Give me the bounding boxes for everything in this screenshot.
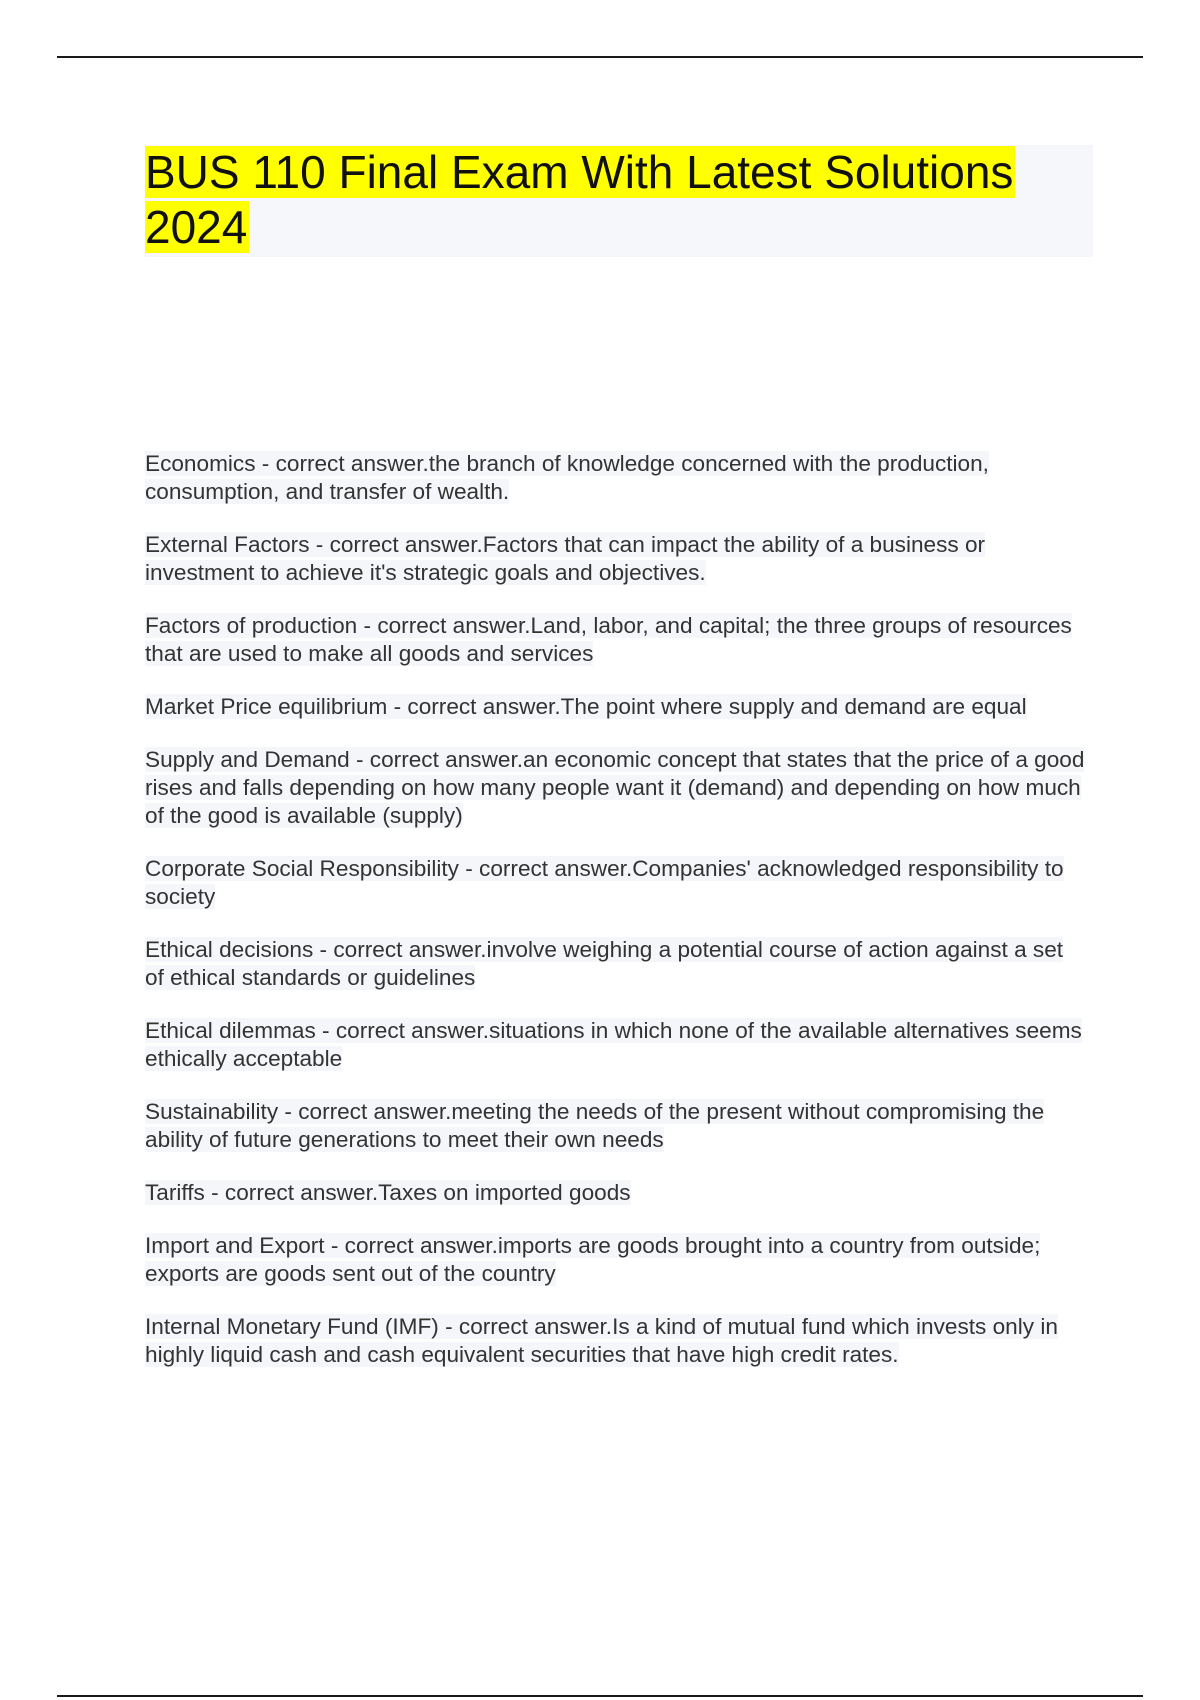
qa-text: Supply and Demand - correct answer.an economic concept that states that the price of a good rises and falls depending on how many people want it (demand) and depending on how much of the good is available (supply) [145,747,1085,828]
qa-text: Tariffs - correct answer.Taxes on imported goods [145,1180,631,1205]
qa-text: Sustainability - correct answer.meeting the needs of the present without compromising the ability of future generations to meet their own needs [145,1099,1045,1152]
qa-item-factors-of-production [145,612,1085,668]
qa-text: Market Price equilibrium - correct answer.The point where supply and demand are equal [145,694,1027,719]
qa-item-corporate-social-responsibility [145,855,1085,911]
top-rule [57,56,1143,58]
page-title [145,145,1093,255]
qa-item-economics [145,450,1085,506]
qa-text: Ethical decisions - correct answer.involve weighing a potential course of action against a set of ethical standards or guidelines [145,937,1064,990]
page-title-text: BUS 110 Final Exam With Latest Solutions 2024 [145,146,1014,253]
qa-item-ethical-dilemmas [145,1017,1085,1073]
qa-item-import-and-export [145,1232,1085,1288]
qa-text: External Factors - correct answer.Factors that can impact the ability of a business or investment to achieve it's strategic goals and objectives. [145,532,986,585]
title-block [145,145,1093,257]
qa-text: Factors of production - correct answer.Land, labor, and capital; the three groups of resources that are used to make all goods and services [145,613,1072,666]
qa-item-ethical-decisions [145,936,1085,992]
bottom-rule [57,1695,1143,1697]
qa-text: Corporate Social Responsibility - correct answer.Companies' acknowledged responsibility to society [145,856,1064,909]
qa-text: Ethical dilemmas - correct answer.situations in which none of the available alternatives seems ethically acceptable [145,1018,1082,1071]
qa-text: Internal Monetary Fund (IMF) - correct answer.Is a kind of mutual fund which invests only in highly liquid cash and cash equivalent securities that have high credit rates. [145,1314,1058,1367]
qa-item-sustainability [145,1098,1085,1154]
qa-item-supply-and-demand [145,746,1085,830]
qa-list [145,450,1085,1394]
qa-text: Import and Export - correct answer.imports are goods brought into a country from outside; exports are goods sent out of the country [145,1233,1041,1286]
qa-item-tariffs [145,1179,1085,1207]
qa-text: Economics - correct answer.the branch of knowledge concerned with the production, consumption, and transfer of wealth. [145,451,989,504]
qa-item-external-factors [145,531,1085,587]
qa-item-market-price-equilibrium [145,693,1085,721]
qa-item-imf [145,1313,1085,1369]
